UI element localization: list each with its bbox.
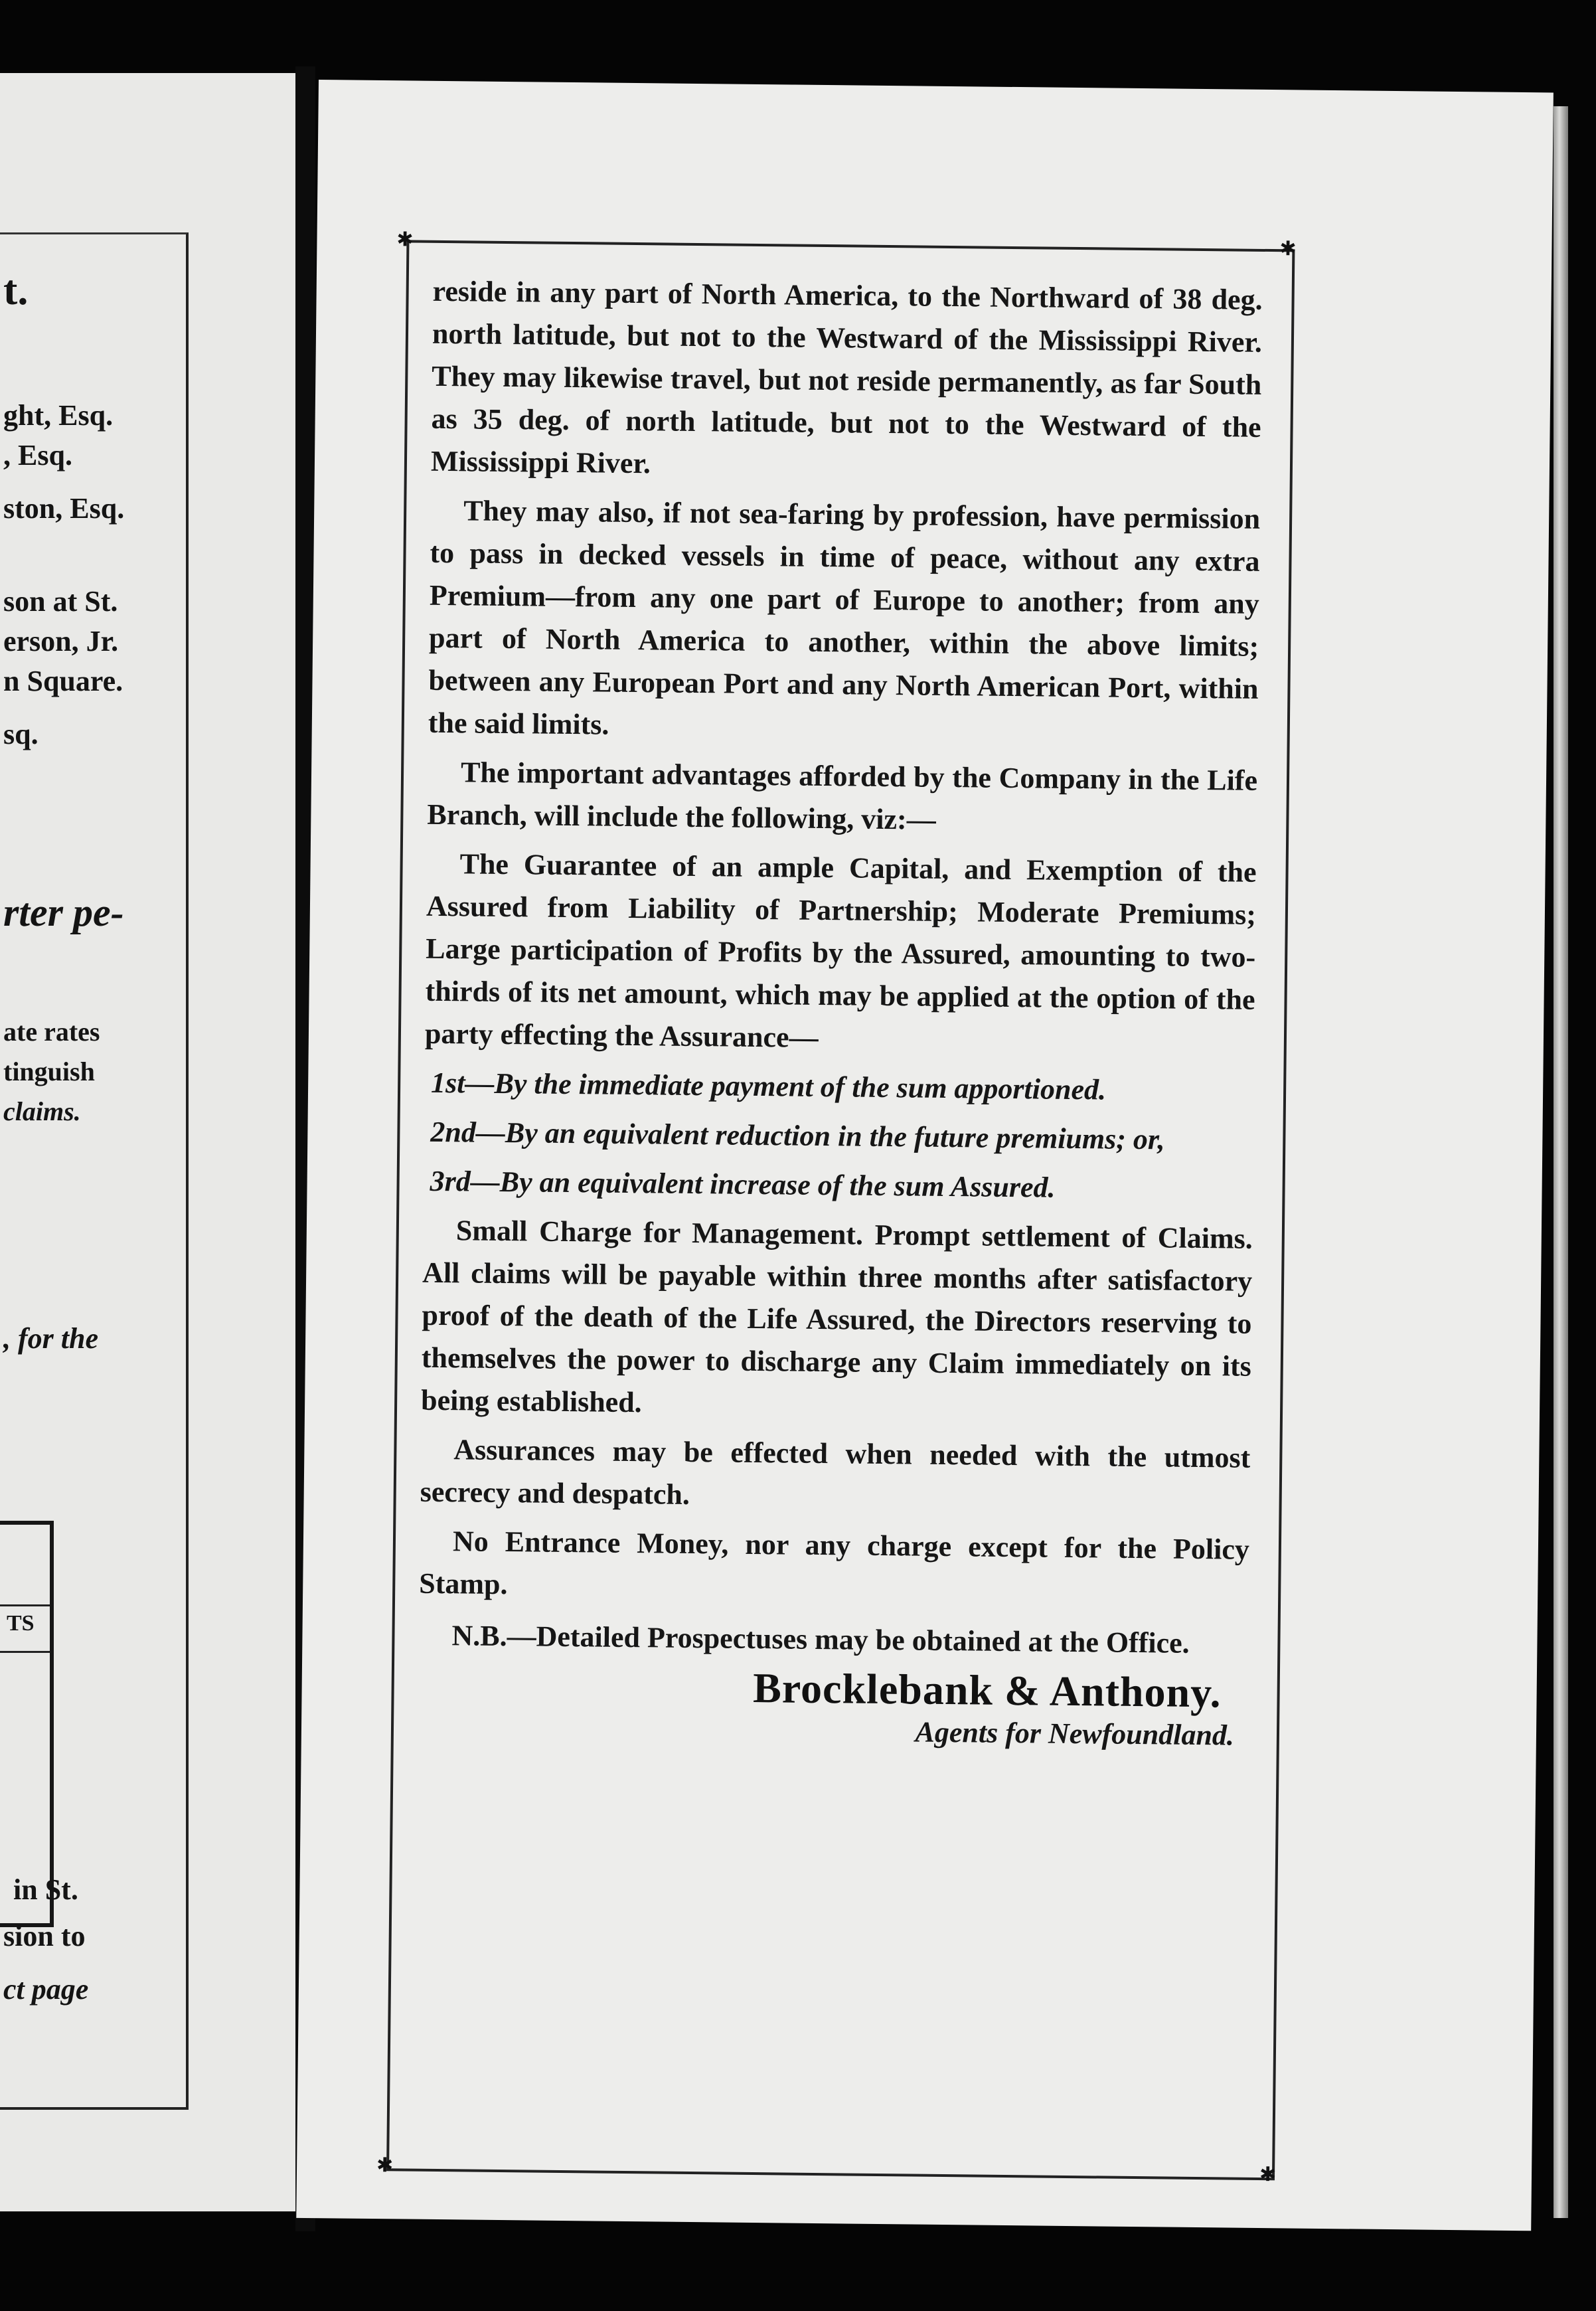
left-fragment: ston, Esq. bbox=[3, 492, 125, 525]
left-fragment: claims. bbox=[3, 1096, 81, 1126]
corner-ornament: ✱ bbox=[376, 2154, 394, 2178]
left-fragment: rter pe- bbox=[3, 891, 124, 934]
left-fragment: ct page bbox=[3, 1973, 89, 2006]
left-fragment: t. bbox=[3, 266, 29, 313]
left-fragment: son at St. bbox=[3, 585, 118, 618]
right-page bbox=[296, 80, 1554, 2231]
ad-paragraph: The Guarantee of an ample Capital, and Exemption of the Assured from Liability of Partnership; Moderate Premiums; Large participation of Profits by the Assured, amounting to two-thirds of its net amount, which may be applied at the option of the party effecting the Assurance— bbox=[424, 847, 1257, 1054]
corner-ornament: ✱ bbox=[396, 228, 414, 252]
left-fragment: in St. bbox=[13, 1873, 78, 1906]
left-fragment: sq. bbox=[3, 718, 39, 750]
advertisement-text bbox=[418, 270, 1263, 1757]
left-fragment: TS bbox=[7, 1611, 35, 1636]
corner-ornament: ✱ bbox=[1279, 237, 1297, 261]
ad-paragraph: The important advantages afforded by the Company in the Life Branch, will include the following, viz:— bbox=[427, 756, 1258, 836]
left-fragment: erson, Jr. bbox=[3, 625, 119, 657]
ad-paragraph: They may also, if not sea-faring by profession, have permission to pass in decked vessels in time of peace, without any extra Premium—from any one part of Europe to another; from any part of North America to another, within the above limits; between any European Port and any North American Port, within the said limits. bbox=[428, 494, 1261, 741]
ad-paragraph: Small Charge for Management. Prompt settlement of Claims. All claims will be payable within three months after satisfactory proof of the death of the Life Assured, the Directors reserving to themselves the power to discharge any Claim immediately on its being established. bbox=[420, 1214, 1253, 1419]
ad-signature: Brocklebank & Anthony. bbox=[752, 1664, 1222, 1717]
left-fragment: n Square. bbox=[3, 665, 123, 697]
ad-paragraph: reside in any part of North America, to the Northward of 38 deg. north latitude, but not to the Westward of the Mississippi River. They may likewise travel, but not reside permanently, as far South as 35 deg. of north latitude, but not to the Westward of the Mississippi River. bbox=[430, 274, 1263, 480]
left-fragment: , Esq. bbox=[3, 439, 72, 471]
ad-paragraph: No Entrance Money, nor any charge except for the Policy Stamp. bbox=[419, 1525, 1250, 1601]
left-table-rule bbox=[0, 1651, 50, 1653]
ad-option: 3rd—By an equivalent increase of the sum Assured. bbox=[430, 1164, 1056, 1204]
left-fragment: ate rates bbox=[3, 1017, 100, 1047]
left-fragment: tinguish bbox=[3, 1057, 95, 1086]
left-table-rule bbox=[0, 1604, 50, 1606]
ad-agents-line: Agents for Newfoundland. bbox=[915, 1715, 1235, 1752]
left-fragment: ght, Esq. bbox=[3, 399, 114, 432]
left-fragment: , for the bbox=[3, 1322, 98, 1355]
corner-ornament: ✱ bbox=[1259, 2163, 1277, 2187]
page-edge bbox=[1554, 106, 1568, 2218]
left-fragment: sion to bbox=[3, 1920, 86, 1952]
left-table-box bbox=[0, 1521, 54, 1927]
ad-option: 2nd—By an equivalent reduction in the future premiums; or, bbox=[430, 1115, 1165, 1156]
left-page bbox=[0, 73, 295, 2211]
ad-paragraph: Assurances may be effected when needed with the utmost secrecy and despatch. bbox=[420, 1433, 1251, 1511]
ad-nota-bene: N.B.—Detailed Prospectuses may be obtained at the Office. bbox=[451, 1619, 1190, 1660]
ad-option: 1st—By the immediate payment of the sum apportioned. bbox=[430, 1066, 1107, 1106]
